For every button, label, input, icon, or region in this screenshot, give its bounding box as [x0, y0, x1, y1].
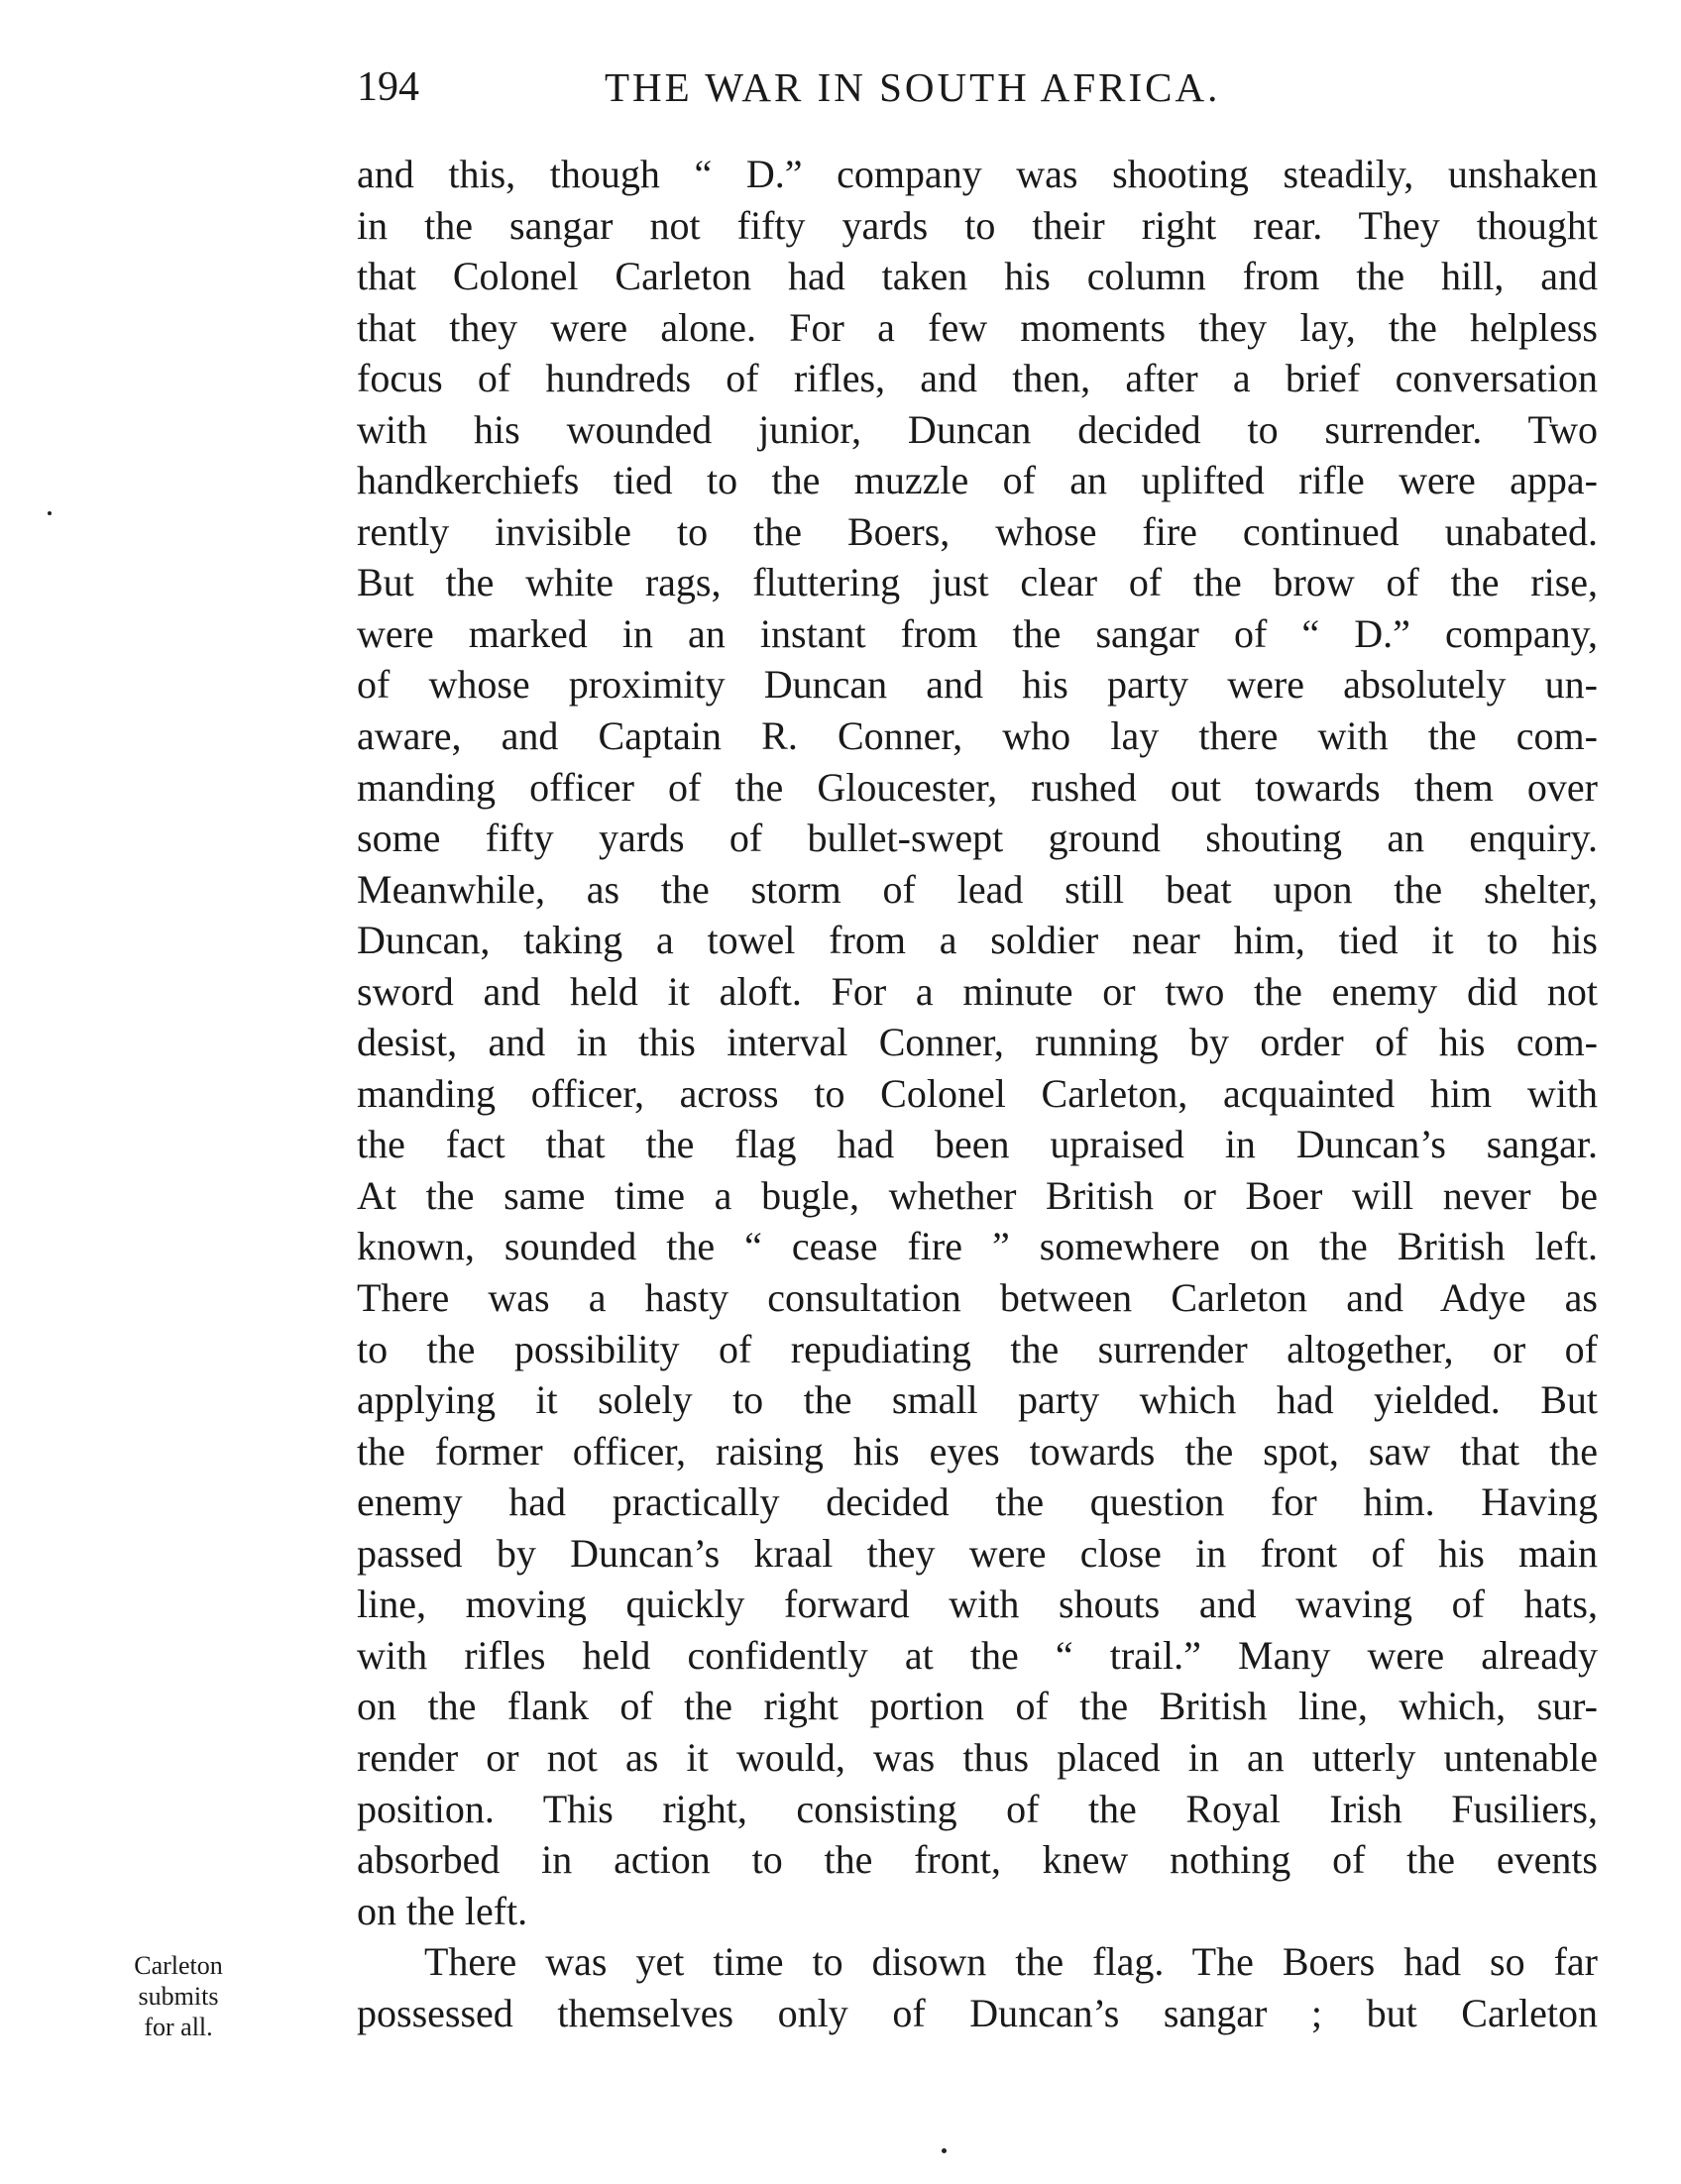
text-line: that they were alone. For a few moments they lay, the helpless [357, 304, 1598, 350]
body-text [357, 149, 1598, 2038]
scan-speck [942, 2148, 947, 2153]
text-line: some fifty yards of bullet-swept ground shouting an enquiry. [357, 816, 1598, 861]
text-line: with rifles held confidently at the “ trail.” Many were already [357, 1632, 1598, 1678]
text-line: passed by Duncan’s kraal they were close in front of his main [357, 1530, 1598, 1576]
text-line: possessed themselves only of Duncan’s sangar ; but Carleton [357, 1990, 1598, 2035]
text-line: Duncan, taking a towel from a soldier near him, tied it to his [357, 918, 1598, 963]
text-line: absorbed in action to the front, knew nothing of the events [357, 1837, 1598, 1883]
text-line: At the same time a bugle, whether British or Boer will never be [357, 1172, 1598, 1218]
text-line: render or not as it would, was thus placed in an utterly untenable [357, 1734, 1598, 1780]
text-line: manding officer of the Gloucester, rushed out towards them over [357, 764, 1598, 810]
margin-note-line: for all. [144, 2013, 213, 2041]
text-line: focus of hundreds of rifles, and then, after a brief conversation [357, 356, 1598, 401]
text-line: the former officer, raising his eyes towards the spot, saw that the [357, 1428, 1598, 1474]
text-line: manding officer, across to Colonel Carleton, acquainted him with [357, 1070, 1598, 1116]
text-line: enemy had practically decided the question for him. Having [357, 1479, 1598, 1525]
text-line: line, moving quickly forward with shouts and waving of hats, [357, 1582, 1598, 1627]
running-title: THE WAR IN SOUTH AFRICA. [605, 64, 1221, 110]
text-line: applying it solely to the small party which had yielded. But [357, 1377, 1598, 1423]
text-line: and this, though “ D.” company was shooting steadily, unshaken [357, 152, 1598, 196]
text-line: the fact that the flag had been upraised in Duncan’s sangar. [357, 1122, 1598, 1167]
text-line: position. This right, consisting of the Royal Irish Fusiliers, [357, 1786, 1598, 1831]
text-line: on the flank of the right portion of the British line, which, sur- [357, 1684, 1598, 1729]
text-line: sword and held it aloft. For a minute or two the enemy did not [357, 968, 1598, 1014]
text-line: to the possibility of repudiating the surrender altogether, or of [357, 1326, 1598, 1371]
text-line: on the left. [357, 1888, 528, 1933]
margin-note-line: submits [138, 1982, 219, 2011]
margin-note [89, 1950, 268, 2042]
running-header [357, 57, 1598, 117]
text-line: were marked in an instant from the sangar of “ D.” company, [357, 610, 1598, 656]
text-line: rently invisible to the Boers, whose fire continued unabated. [357, 508, 1598, 554]
text-line: in the sangar not fifty yards to their right rear. They thought [357, 202, 1598, 248]
text-line: of whose proximity Duncan and his party were absolutely un- [357, 662, 1598, 708]
text-line: handkerchiefs tied to the muzzle of an uplifted rifle were appa- [357, 458, 1598, 503]
margin-note-line: Carleton [134, 1951, 223, 1980]
text-line: But the white rags, fluttering just clear of the brow of the rise, [357, 560, 1598, 605]
text-line: aware, and Captain R. Conner, who lay there with the com- [357, 713, 1598, 759]
text-line: Meanwhile, as the storm of lead still beat upon the shelter, [357, 866, 1598, 912]
text-line: known, sounded the “ cease fire ” somewhere on the British left. [357, 1224, 1598, 1269]
text-line: There was a hasty consultation between Carleton and Adye as [357, 1275, 1598, 1321]
text-line: with his wounded junior, Duncan decided to surrender. Two [357, 406, 1598, 452]
paragraph-start-line: There was yet time to disown the flag. The Boers had so far [424, 1939, 1598, 1985]
scan-speck [48, 511, 52, 515]
text-line: desist, and in this interval Conner, running by order of his com- [357, 1020, 1598, 1065]
text-line: that Colonel Carleton had taken his column from the hill, and [357, 254, 1598, 299]
page-number: 194 [357, 64, 419, 110]
